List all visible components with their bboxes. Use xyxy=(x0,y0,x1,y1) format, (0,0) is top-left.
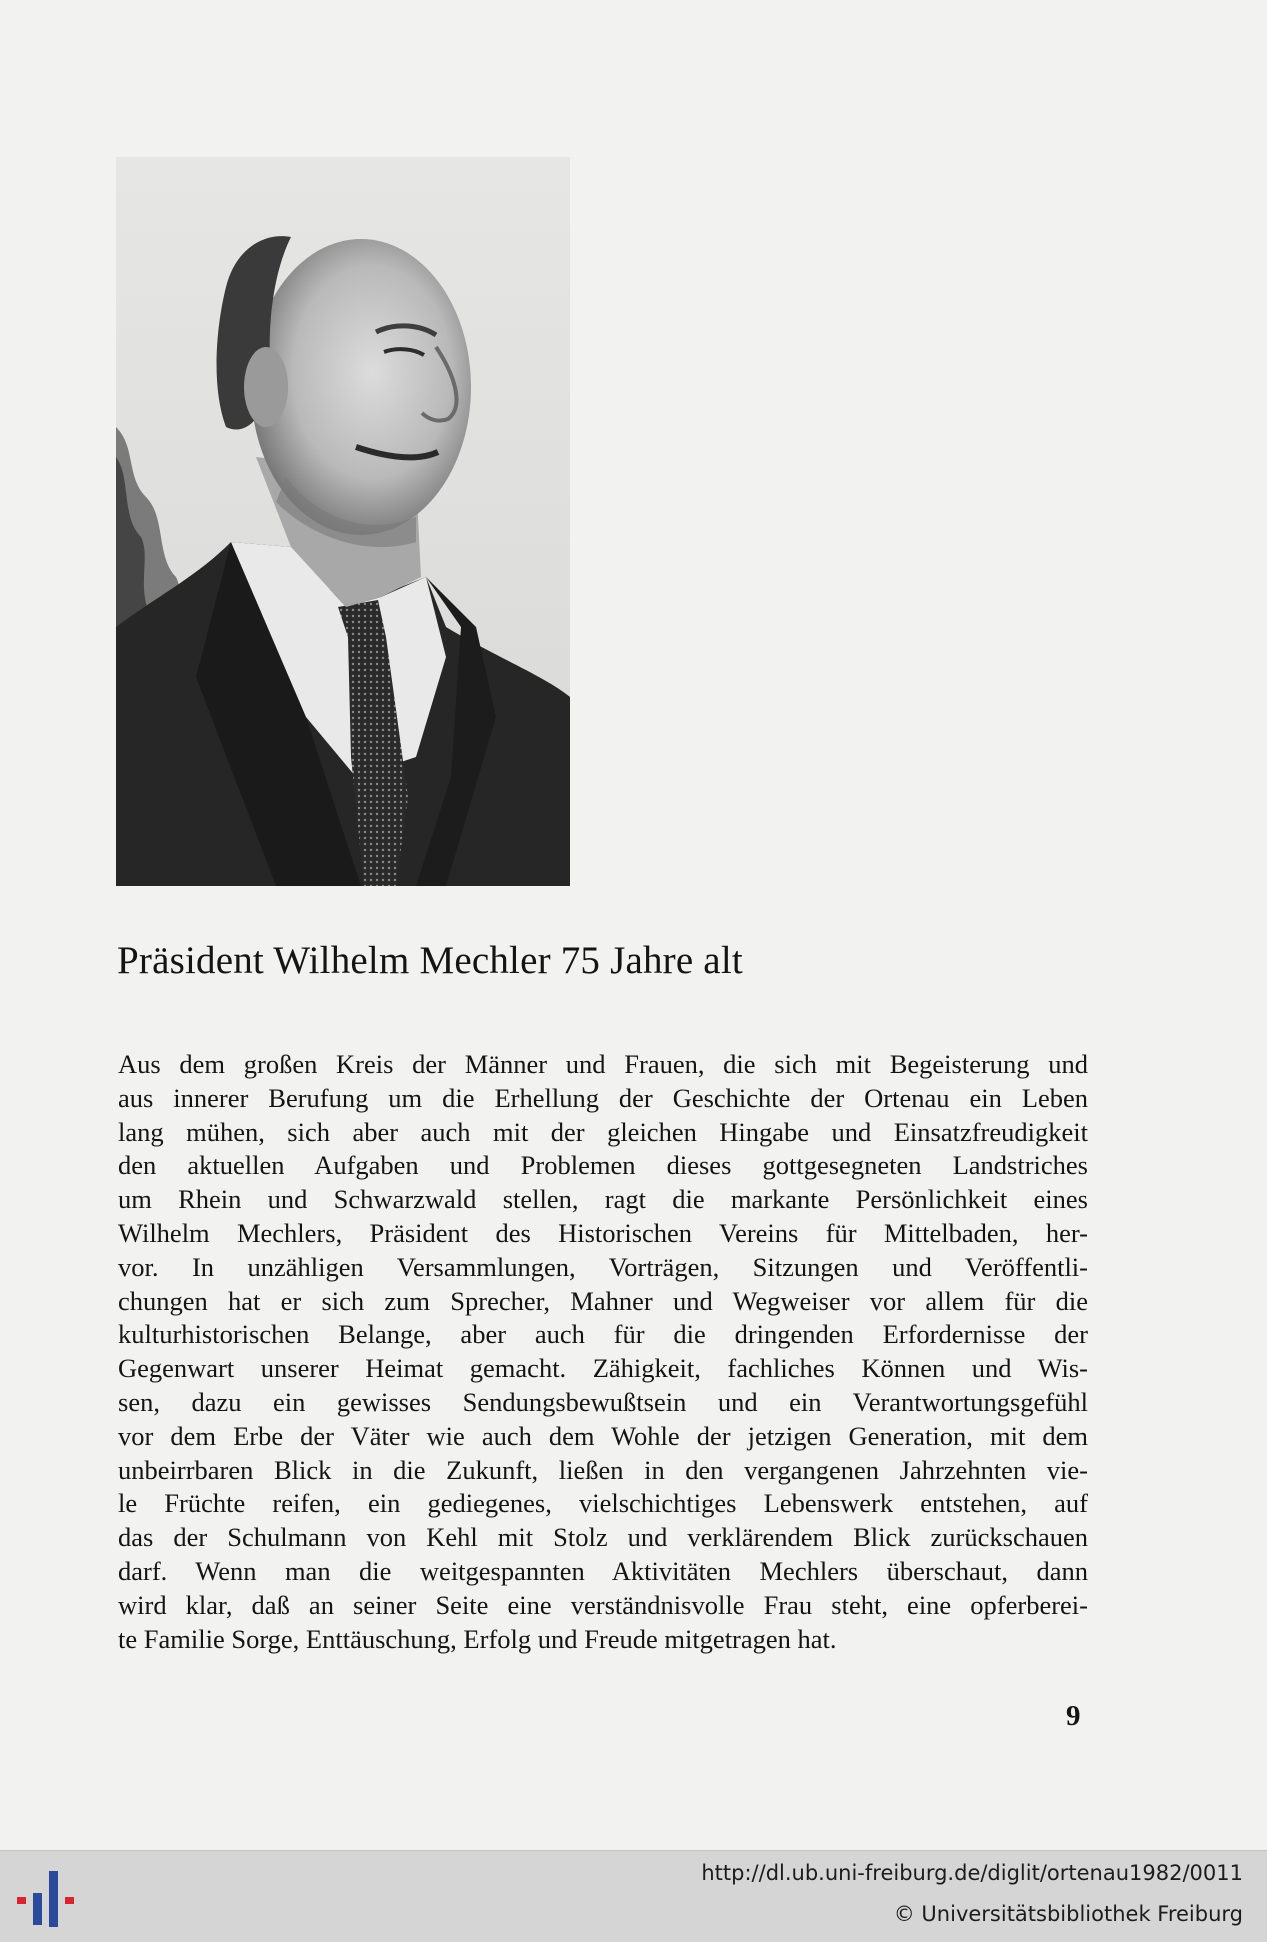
body-line: aus innerer Berufung um die Erhellung der Geschichte der Ortenau ein Leben xyxy=(118,1082,1088,1113)
body-line: Wilhelm Mechlers, Präsident des Historischen Vereins für Mittelbaden, her- xyxy=(118,1217,1088,1248)
body-line: darf. Wenn man die weitgespannten Aktivitäten Mechlers überschaut, dann xyxy=(118,1555,1088,1586)
body-line: sen, dazu ein gewisses Sendungsbewußtsein und ein Verantwortungsgefühl xyxy=(118,1386,1088,1417)
body-line: le Früchte reifen, ein gediegenes, vielschichtiges Lebenswerk entstehen, auf xyxy=(118,1488,1088,1519)
page-number: 9 xyxy=(1066,1700,1081,1732)
copyright-notice: © Universitätsbibliothek Freiburg xyxy=(893,1902,1243,1926)
body-line: unbeirrbaren Blick in die Zukunft, ließen in den vergangenen Jahrzehnten vie- xyxy=(118,1454,1088,1485)
article-title: Präsident Wilhelm Mechler 75 Jahre alt xyxy=(117,939,743,982)
source-url[interactable]: http://dl.ub.uni-freiburg.de/diglit/ortenau1982/0011 xyxy=(701,1861,1243,1885)
body-line: kulturhistorischen Belange, aber auch für die dringenden Erfordernisse der xyxy=(118,1319,1088,1350)
body-line: vor dem Erbe der Väter wie auch dem Wohle der jetzigen Generation, mit dem xyxy=(118,1420,1088,1451)
ub-freiburg-logo-icon xyxy=(14,1865,84,1931)
body-line: um Rhein und Schwarzwald stellen, ragt die markante Persönlichkeit eines xyxy=(118,1184,1088,1215)
portrait-photo-image xyxy=(116,157,570,886)
portrait-photo xyxy=(116,157,570,886)
footer-bar xyxy=(0,1850,1267,1942)
body-line: lang mühen, sich aber auch mit der gleichen Hingabe und Einsatzfreudigkeit xyxy=(118,1116,1088,1147)
body-line: chungen hat er sich zum Sprecher, Mahner und Wegweiser vor allem für die xyxy=(118,1285,1088,1316)
body-line: vor. In unzähligen Versammlungen, Vorträgen, Sitzungen und Veröffentli- xyxy=(118,1251,1088,1282)
body-line: te Familie Sorge, Enttäuschung, Erfolg und Freude mitgetragen hat. xyxy=(118,1623,837,1654)
body-line: Gegenwart unserer Heimat gemacht. Zähigkeit, fachliches Können und Wis- xyxy=(118,1353,1088,1384)
body-line: Aus dem großen Kreis der Männer und Frauen, die sich mit Begeisterung und xyxy=(118,1049,1088,1079)
body-line: das der Schulmann von Kehl mit Stolz und verklärendem Blick zurückschauen xyxy=(118,1522,1088,1553)
body-line: den aktuellen Aufgaben und Problemen dieses gottgesegneten Landstriches xyxy=(118,1150,1088,1181)
body-line: wird klar, daß an seiner Seite eine verständnisvolle Frau steht, eine opferberei- xyxy=(118,1589,1088,1620)
article-body xyxy=(118,1048,1088,1656)
